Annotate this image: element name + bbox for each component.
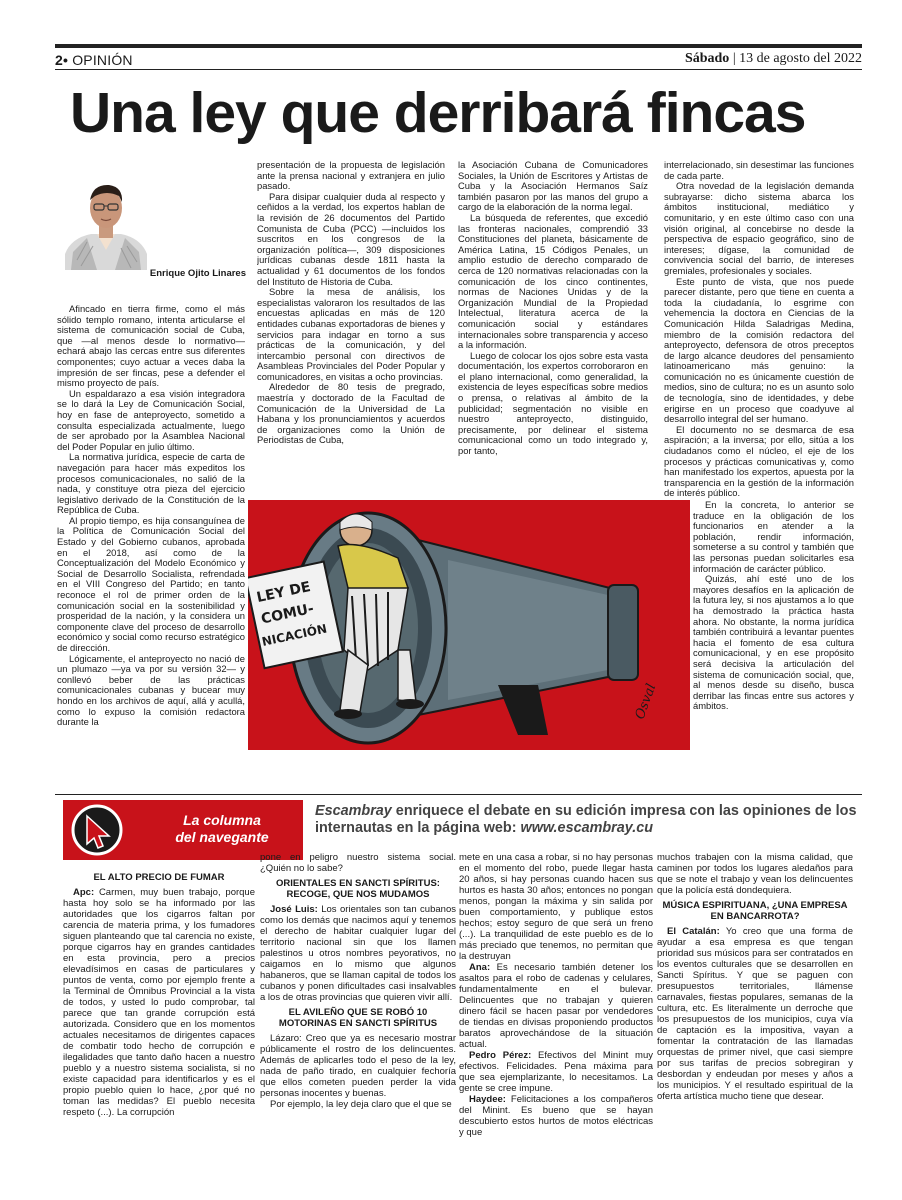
author-photo <box>57 172 155 270</box>
navegante-title-line-2: del navegante <box>175 829 269 845</box>
comment-author: Apc: <box>73 887 95 898</box>
navegante-section <box>55 800 862 1185</box>
comment-text: Felicitaciones a los compañeros del Minint. Es bueno que se hayan descubierto estos hurtos de motos eléctricas y que <box>459 1094 653 1138</box>
comment-text: Los orientales son tan cubanos como los demás que nacimos aquí y tenemos el derecho de habitar cualquier lugar del territorio nacional sin que los llamen palestinos u otros nombres peyorativos, no caigamos en lo mismo que algunos habaneros, que se llaman capital de todos los cubanos y ponen dificultades casi insalvables a los de otras provincias que quieren vivir allí. <box>260 904 456 1003</box>
paragraph: Otra novedad de la legislación demanda subrayarse: dicho sistema abarca los ámbitos institucional, mediático y comunitario, y en este último caso con una visión original, al concebirse no desde la perspectiva de espacio geográfico, sino de intereses; dígase, la comunidad de convivencia social del barrio, de intereses gremiales, profesionales y sociales. <box>664 180 854 276</box>
comment-text: Carmen, muy buen trabajo, porque hasta hoy solo se ha informado por las autoridades que los cigarros faltan por carencia de materia prima, y los fumadores siguen planteando que tal carencia no existe, porque cigarros hay en grandes cantidades en esta provincia, pero a precios elevadísimos en casas de particulares y puntos de venta, como por ejemplo frente a la Terminal de Ómnibus Provincial a la vista de todos, y usted lo pudo comprobar, tal parece que tan grande corrupción está autorizada. Considero que en los momentos actuales necesitamos de dirigentes capaces de combatir todo hecho de corrupción e ilegalidades que tanto daño hacen a nuestro pueblo y a nuestro sistema socialista, si no existe capacidad para identificarlos y es el propio pueblo quien lo hace, ¿por qué no toman las medidas? El pueblo necesita respeto (...). La corrupción <box>63 887 255 1118</box>
comment-text: pone en peligro nuestro sistema social. ¿Quién no lo sabe? <box>260 852 456 874</box>
comment-heading: MÚSICA ESPIRITUANA, ¿UNA EMPRESA EN BANCARROTA? <box>662 900 848 922</box>
cartoon-sign-line-1: LEY DE <box>255 579 313 607</box>
paragraph: Para disipar cualquier duda al respecto y ceñidos a la verdad, los expertos hablan de la revisión de 26 documentos del Partido Comunista de Cuba (PCC) —incluidos los suscritos en los congresos de la organización política—, 309 disposiciones jurídicas cubanas desde 1811 hasta la actualidad y 61 documentos de los fondos del Instituto de Historia de Cuba. <box>257 190 445 287</box>
comment-text: Por ejemplo, la ley deja claro que el que se <box>270 1099 452 1110</box>
paragraph: Alrededor de 80 tesis de pregrado, maestría y doctorado de la Facultad de Comunicación de la Universidad de La Habana y los pronunciamientos y acuerdos de organizaciones como la Unión de Periodistas de Cuba, <box>257 381 445 446</box>
intro-url[interactable]: www.escambray.cu <box>520 820 654 836</box>
comment-author: Pedro Pérez: <box>469 1050 532 1061</box>
paragraph: En la concreta, lo anterior se traduce en la obligación de los funcionarios en atender a la población, rendir información, someterse a su control y también que las personas puedan solicitarles esa información de carácter público. <box>693 500 854 574</box>
comment-text: mete en una casa a robar, si no hay personas en el momento del robo, puede llegar hasta 20 años, si hay personas cuando hacen sus hurtos es hasta 30 años; entonces no pongan menos, pongan la máxima y sin salida por buen comportamiento, y publique estos hechos; estoy seguro de que será un freno (...). La tranquilidad de este pueblo es de lo más preciado que tenemos, no permitan que la destruyan <box>459 852 653 962</box>
issue-date <box>685 51 862 67</box>
paragraph: Este punto de vista, que nos puede parecer distante, pero que tiene en cuenta a toda la ciudadanía, lo esgrime con vehemencia la doctora en Ciencias de la Comunicación Hilda Saladrigas Medina, miembro de la comisión redactora del anteproyecto, defensora de otros preceptos de largo alcance deudores del pensamiento latinoamericano más genuino: la comunicación no es únicamente cuestión de medios, sino de cultura; no es un asunto solo de tecnología, sino de identidades, y debe erigirse en un proceso que coadyuve al desarrollo integral del ser humano. <box>664 275 854 425</box>
cartoon-sign-line-2: COMU- <box>259 600 316 628</box>
page-number: 2 <box>55 52 63 68</box>
headline: Una ley que derribará fincas <box>70 81 806 145</box>
cartoon-signature: Osval <box>632 681 660 722</box>
section-label <box>55 52 133 68</box>
header-bullet: • <box>63 52 69 68</box>
comment-text: muchos trabajen con la misma calidad, que caminen por todos los lugares aledaños para que se note el trabajo y vean los delincuentes que la policía está dondequiera. <box>657 852 853 896</box>
article-column-2 <box>257 160 445 490</box>
issue-date-text: 13 de agosto del 2022 <box>739 51 862 66</box>
comment <box>260 904 456 1003</box>
comment-author: Ana: <box>469 962 491 973</box>
comment-text: Yo creo que una forma de ayudar a esa empresa es que tengan prioridad sus músicos para ser contratados en los eventos culturales que se desarrollen en Sancti Spíritus. Y que se paguen con presupuestos territoriales, llámense carnavales, fiestas populares, semanas de la cultura, etc. Es literalmente un derroche que los presupuestos de los municipios, cuya vía de captación es la impositiva, vayan a fomentar la contratación de las llamadas orquestas de primer nivel, que casi siempre por sus tarifas de precios sobregiran y desbordan y endeudan por meses y años a los municipios. Y el resultado espiritual de la oferta artística mucho tiene que desear. <box>657 926 853 1102</box>
paragraph: Sobre la mesa de análisis, los especialistas valoraron los resultados de las encuestas aplicadas en más de 120 entidades cubanas exportadoras de bienes y servicios para indagar en torno a sus prácticas de la comunicación, y del intercambio personal con directivos de Asambleas Provinciales del Poder Popular y comunicadores, en visitas a ocho provincias. <box>257 286 445 382</box>
comment-text: Es necesario también detener los asaltos para el robo de cadenas y celulares, fundamentalmente en el bulevar. Delincuentes que no trabajan y quieren dinero fácil se hacen pasar por vendedores de tiendas en divisas proponiendo productos baratos aprovechándose de la situación actual. <box>459 962 653 1050</box>
navegante-column-2 <box>260 852 456 1186</box>
comment-heading: ORIENTALES EN SANCTI SPÍRITUS: RECOGE, QUE NOS MUDAMOS <box>276 878 440 900</box>
navegante-title <box>163 812 281 846</box>
paragraph: Al propio tiempo, es hija consanguínea de la Política de Comunicación Social del Estado y del Gobierno cubanos, aprobada en el 2018, así como de la Conceptualización del Modelo Económico y Social de Desarrollo Socialista, refrendada en el VIII Congreso del Partido; en tanto reconoce el rol de primer orden de la comunicación social en la sostenibilidad y prosperidad de la nación, y la considera un componente clave del proceso de desarrollo económico y social como recurso estratégico de dirección. <box>57 514 245 653</box>
paragraph: Luego de colocar los ojos sobre esta vasta documentación, los expertos corroboraron en el plano internacional, como generalidad, la existencia de leyes específicas sobre medios o prensa, o relativas al ámbito de la publicidad; segmentación no visible en nuestro anteproyecto, distinguido, precisamente, por delinear el sistema comunicacional como un todo integrado y, por tanto, <box>458 349 648 457</box>
paragraph: Un espaldarazo a esa visión integradora se lo dará la Ley de Comunicación Social, hoy en fase de anteproyecto, sometido a consulta especializada actualmente, luego de ser aprobado por la Asamblea Nacional del Poder Popular en julio último. <box>57 387 245 452</box>
paragraph: La búsqueda de referentes, que excedió las fronteras nacionales, comprendió 33 Constituciones del planeta, básicamente de América Latina, 15 Códigos Penales, un amplio estudio de derecho comparado de cerca de 120 normativas relacionadas con la comunicación de los cinco continentes, normas de Naciones Unidas y de la Organización Mundial de la Propiedad Intelectual, literatura acerca de la comunicación social y estándares internacionales sobre transparencia y acceso a la información. <box>458 211 648 351</box>
article-column-1 <box>57 304 245 782</box>
cursor-logo-icon <box>69 804 125 856</box>
comment-author: Haydee: <box>469 1094 506 1105</box>
comment <box>63 887 255 1118</box>
comment <box>657 926 853 1102</box>
comment-heading: EL AVILEÑO QUE SE ROBÓ 10 MOTORINAS EN SANCTI SPÍRITUS <box>278 1007 438 1029</box>
author-byline: Enrique Ojito Linares <box>149 268 246 279</box>
comment-heading: EL ALTO PRECIO DE FUMAR <box>93 872 225 883</box>
paragraph: La normativa jurídica, especie de carta de navegación para hacer más expeditos los procesos comunicacionales, no salió de la nada, y constituye otra pieza del ejercicio legislativo derivado de la Constitución de la República de Cuba. <box>57 451 245 516</box>
navegante-banner <box>63 800 303 860</box>
paragraph: El documento no se desmarca de esa aspiración; a la inversa; por ello, sitúa a los ciudadanos como el núcleo, el eje de los procesos y prácticas comunicativas y, como han manifestado los expertos, apuesta por la transparencia en la gestión de la información de interés público. <box>664 423 854 499</box>
paragraph: Lógicamente, el anteproyecto no nació de un plumazo —ya va por su versión 32— y conllevó beber de las prácticas comunicacionales cubanas y bucear muy hondo en los archivos de aquí, allá y acullá, como lo expuso la comisión redactora durante la <box>57 652 245 728</box>
paragraph: la Asociación Cubana de Comunicadores Sociales, la Unión de Escritores y Artistas de Cuba y la Asociación Hermanos Saíz también pasaron por las manos del grupo a cargo de la elaboración de la norma legal. <box>458 160 648 213</box>
paragraph: Afincado en tierra firme, como el más sólido templo romano, intenta articularse el sistema de comunicación social de Cuba, que —al menos desde lo normativo— echará abajo las cercas entre sus diferentes componentes; cuyo actuar a veces daba la impresión de ser fincas, pese a defender el mismo proyecto de país. <box>57 304 245 389</box>
comment-text: Efectivos del Minint muy efectivos. Felicidades. Pena máxima para que sea ejemplarizante, lo necesitamos. La gente se cree impune. <box>459 1050 653 1094</box>
navegante-column-4 <box>657 852 853 1186</box>
comment <box>459 1094 653 1138</box>
issue-day: Sábado <box>684 51 730 66</box>
paragraph: Quizás, ahí esté uno de los mayores desafíos en la aplicación de la futura ley, si nos ajustamos a lo que ha demostrado la práctica hasta ahora. No obstante, la norma jurídica también contribuirá a levantar puentes hacia el fomento de esa cultura comunicacional, y en ese propósito será decisiva la articulación del sistema de comunicación social, que, al menos desde su diseño, busca derribar las fincas entre sus actores y ámbitos. <box>693 573 854 712</box>
date-separator: | <box>732 51 736 66</box>
intro-brand: Escambray <box>315 803 392 819</box>
paragraph: presentación de la propuesta de legislación ante la prensa nacional y extranjera en julio pasado. <box>257 160 445 192</box>
comment-author: El Catalán: <box>667 926 720 937</box>
page-header <box>55 46 862 70</box>
intro-text: enriquece el debate en su edición impresa con las opiniones de los internautas en la página web: <box>315 803 857 836</box>
comment-author: José Luis: <box>270 904 318 915</box>
navegante-column-3 <box>459 852 653 1186</box>
navegante-column-1 <box>63 868 255 1186</box>
section-name: OPINIÓN <box>72 52 133 68</box>
paragraph: interrelacionado, sin desestimar las funciones de cada parte. <box>664 160 854 181</box>
comment <box>459 1050 653 1094</box>
comment-text: Lázaro: Creo que ya es necesario mostrar públicamente el rostro de los delincuentes. Además de aplicarles todo el peso de la ley, nada de paño tirado, en cualquier fechoría que ellos cometen pueden perder la vida personas inocentes y buenas. <box>260 1033 456 1099</box>
article-column-3 <box>458 160 648 490</box>
navegante-title-line-1: La columna <box>183 812 261 828</box>
navegante-intro <box>315 803 875 837</box>
editorial-cartoon <box>248 500 690 750</box>
comment <box>459 962 653 1050</box>
cartoon-sign-line-3: NICACIÓN <box>260 621 329 649</box>
article-column-4-continued <box>693 500 854 782</box>
article-column-4 <box>664 160 854 500</box>
section-divider <box>55 794 862 795</box>
